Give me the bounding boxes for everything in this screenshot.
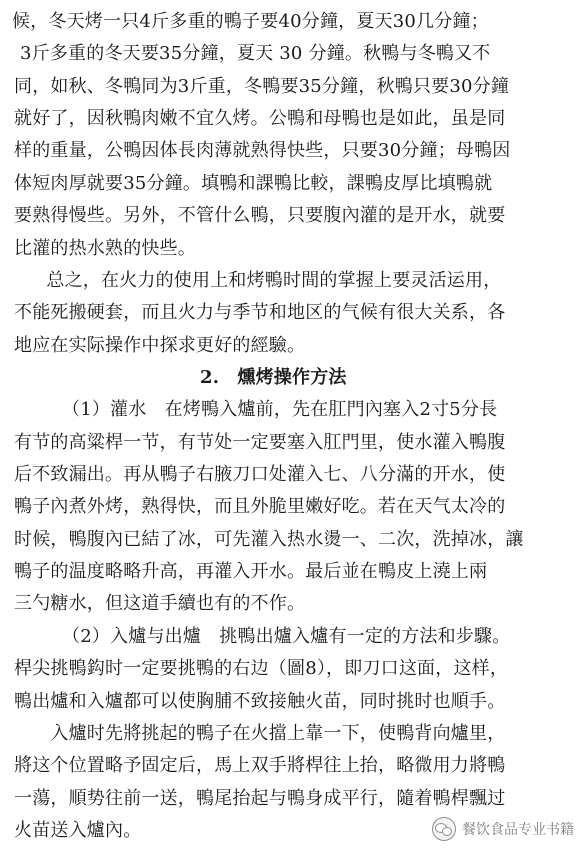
text-line-22: 鴨出爐和入爐都可以使胸脯不致接触火苗，同时挑时也順手。 [14,690,506,712]
text-line-3: 同，如秋、冬鴨同为3斤重，冬鴨要35分鐘，秋鴨只要30分鐘 [14,75,510,97]
text-line-19: 三勺糖水，但这道手續也有的不作。 [14,593,306,615]
text-line-4: 就好了，因秋鴨肉嫩不宜久烤。公鴨和母鴨也是如此，虽是同 [14,108,506,130]
wechat-icon [432,817,456,841]
text-line-20: （2）入爐与出爐 挑鴨出爐入爐有一定的方法和步驟。 [62,625,511,647]
text-line-1: 候，冬天烤一只4斤多重的鴨子要40分鐘，夏天30几分鐘； [12,11,489,32]
text-line-24: 將这个位置略予固定后，馬上双手將桿往上抬，略微用力將鴨 [14,755,506,777]
text-line-7: 要熟得慢些。另外，不管什么鴨，只要腹內灌的是开水，就要 [14,205,506,227]
text-line-16: 鴨子內煮外烤，熟得快，而且外脆里嫩好吃。若在天气太冷的 [14,496,506,518]
section-heading: 2. 燻烤操作方法 [200,366,347,388]
text-line-17: 时候，鴨腹內已結了冰，可先灌入热水燙一、二次，洗掉冰，讓 [14,528,524,550]
text-line-18: 鴨子的温度略略升高，再灌入开水。最后並在鴨皮上澆上兩 [14,561,488,583]
text-line-15: 后不致漏出。再从鴨子右腋刀口处灌入七、八分滿的开水，使 [14,464,506,486]
text-line-5: 样的重量，公鴨因体長肉薄就熟得快些，只要30分鐘；母鴨因 [14,140,511,162]
watermark [432,817,574,841]
text-line-2: 3斤多重的冬天要35分鐘，夏天 30 分鐘。秋鴨与冬鴨又不 [20,43,491,65]
text-line-13: （1）灌水 在烤鴨入爐前，先在肛門內塞入2寸5分長 [62,399,498,421]
text-line-6: 体短肉厚就要35分鐘。填鴨和課鴨比較，課鴨皮厚比填鴨就 [14,172,493,194]
text-line-11: 地应在实际操作中探求更好的經驗。 [14,334,306,356]
text-line-23: 入爐时先將挑起的鴨子在火擋上靠一下，使鴨背向爐里， [14,722,506,744]
text-line-10: 不能死搬硬套，而且火力与季节和地区的气候有很大关系，各 [14,302,506,324]
text-line-21: 桿尖挑鴨鈎时一定要挑鴨的右边（圖8），即刀口这面，这样， [14,658,509,680]
text-line-26: 火苗送入爐內。 [14,820,142,841]
text-line-9: 总之，在火力的使用上和烤鴨时間的掌握上要灵活运用， [10,269,502,291]
watermark-text: 餐饮食品专业书籍 [462,822,574,838]
text-line-25: 一蕩，順势往前一送，鴨尾抬起与鴨身成平行，隨着鴨桿飄过 [14,787,506,809]
text-line-14: 有节的高粱桿一节，有节处一定要塞入肛門里，使水灌入鴨腹 [14,431,506,453]
text-line-8: 比灌的热水熟的快些。 [14,237,196,259]
